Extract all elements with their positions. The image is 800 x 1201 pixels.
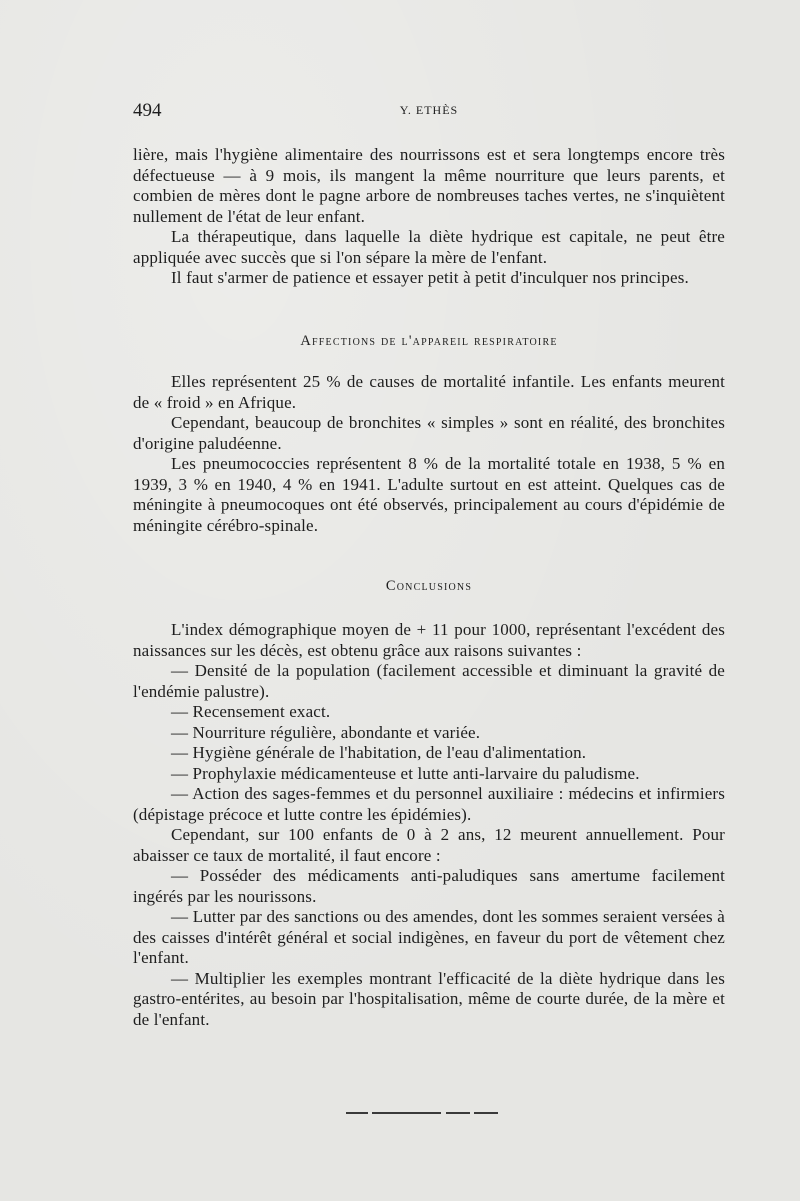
continued-text-block: [133, 145, 725, 289]
paragraph: Les pneumococcies représentent 8 % de la mortalité totale en 1938, 5 % en 1939, 3 % en 1940, 4 % en 1941. L'adulte surtout en est atteint. Quelques cas de méningite à pneumocoques ont été observés, principalement au cours d'épidémie de méningite cérébro-spinale.: [133, 454, 725, 535]
running-head: Y. ETHÈS: [399, 103, 459, 117]
respiratory-section-text: [133, 372, 725, 536]
page-number: 494: [133, 100, 162, 121]
page-header: [133, 100, 725, 126]
paragraph: lière, mais l'hygiène alimentaire des nourrissons est et sera longtemps encore très défectueuse — à 9 mois, ils mangent la même nourriture que leurs parents, et combien de mères dont le pagne arbore de nombreuses taches vertes, ne s'inquiètent nullement de l'état de leur enfant.: [133, 145, 725, 226]
rule-gap: [368, 1111, 372, 1115]
list-item: — Nourriture régulière, abondante et variée.: [171, 722, 481, 742]
section-heading-conclusions: Conclusions: [385, 578, 473, 594]
paragraph: L'index démographique moyen de + 11 pour 1000, représentant l'excédent des naissances sur les décès, est obtenu grâce aux raisons suivantes :: [133, 620, 725, 660]
rule-gap: [470, 1111, 474, 1115]
list-item: — Densité de la population (facilement accessible et diminuant la gravité de l'endémie palustre).: [133, 661, 725, 701]
end-rule: [346, 1112, 498, 1114]
list-item: — Hygiène générale de l'habitation, de l'eau d'alimentation.: [171, 743, 587, 762]
list-item: — Prophylaxie médicamenteuse et lutte anti-larvaire du paludisme.: [171, 763, 640, 783]
paragraph: Il faut s'armer de patience et essayer petit à petit d'inculquer nos principes.: [171, 268, 689, 287]
list-item: — Lutter par des sanctions ou des amendes, dont les sommes seraient versées à des caisses d'intérêt général et social indigènes, en faveur du port de vêtement chez l'enfant.: [133, 907, 725, 967]
list-item: — Multiplier les exemples montrant l'efficacité de la diète hydrique dans les gastro-entérites, au besoin par l'hospitalisation, même de courte durée, de la mère et de l'enfant.: [133, 968, 725, 1029]
rule-gap: [441, 1111, 446, 1115]
list-item: — Recensement exact.: [171, 702, 331, 721]
list-item: — Action des sages-femmes et du personnel auxiliaire : médecins et infirmiers (dépistage précoce et lutte contre les épidémies).: [133, 784, 725, 824]
section-heading-respiratory: Affections de l'appareil respiratoire: [300, 333, 558, 349]
paragraph: La thérapeutique, dans laquelle la diète hydrique est capitale, ne peut être appliquée avec succès que si l'on sépare la mère de l'enfant.: [133, 227, 725, 267]
conclusions-section-text: [133, 620, 725, 1030]
paragraph: Cependant, beaucoup de bronchites « simples » sont en réalité, des bronchites d'origine paludéenne.: [133, 413, 725, 453]
paragraph: Elles représentent 25 % de causes de mortalité infantile. Les enfants meurent de « froid » en Afrique.: [133, 372, 725, 412]
paragraph: Cependant, sur 100 enfants de 0 à 2 ans, 12 meurent annuellement. Pour abaisser ce taux de mortalité, il faut encore :: [133, 825, 725, 865]
list-item: — Posséder des médicaments anti-paludiques sans amertume facilement ingérés par les nourissons.: [133, 866, 725, 906]
